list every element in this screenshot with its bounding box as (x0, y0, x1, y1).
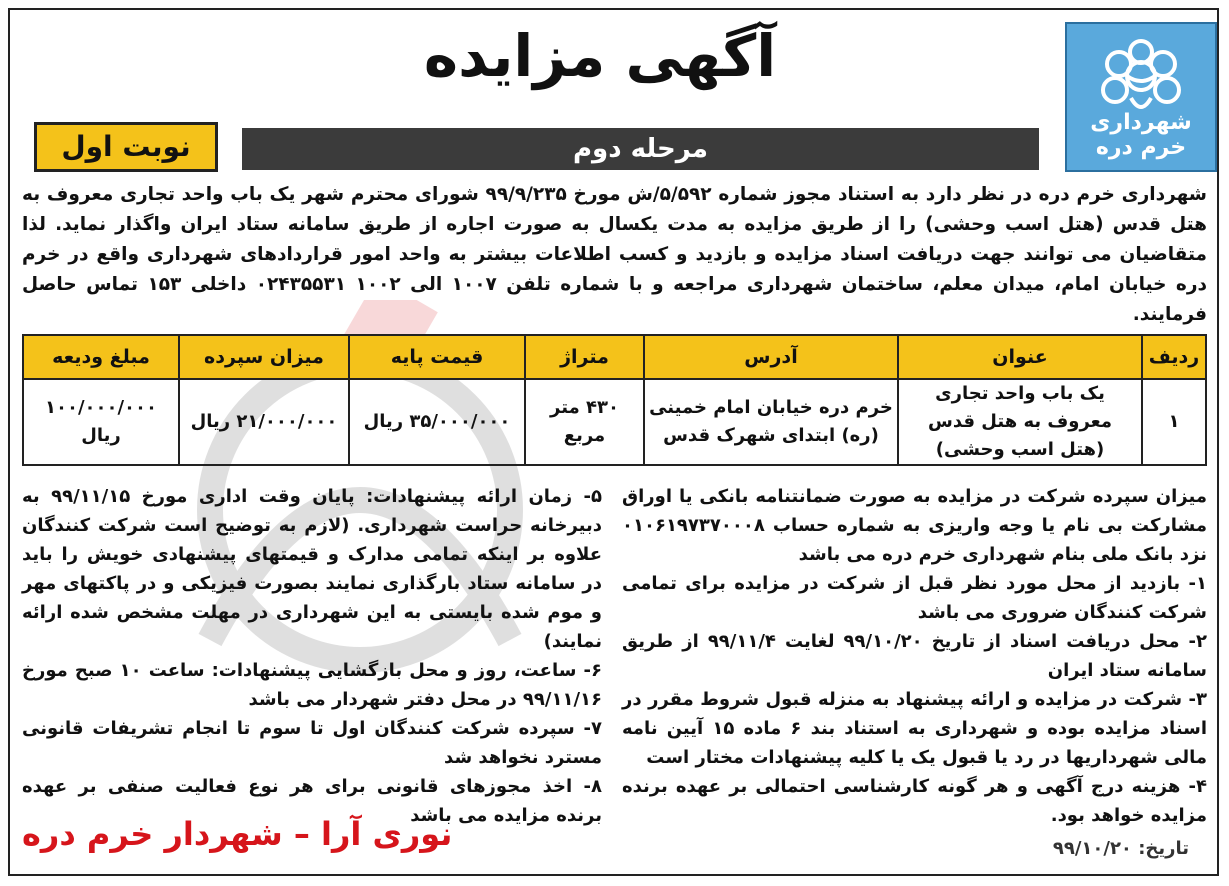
mayor-signature: نوری آرا – شهردار خرم دره (22, 815, 453, 853)
notice-date: تاریخ: ۹۹/۱۰/۲۰ (1052, 838, 1189, 859)
col-deposit-header: میزان سپرده (179, 335, 349, 379)
condition-item: ۲- محل دریافت اسناد از تاریخ ۹۹/۱۰/۲۰ لغایت ۹۹/۱۱/۴ از طریق سامانه ستاد ایران (622, 631, 1208, 681)
stage-label: مرحله دوم (242, 128, 1039, 170)
intro-paragraph: شهرداری خرم دره در نظر دارد به استناد مجوز شماره ۵/۵۹۲/ش مورخ ۹۹/۹/۲۳۵ شورای محترم شهر یک باب واحد تجاری معروف به هتل قدس (هتل اسب وحشی) را از طریق مزایده به مدت یکسال به صورت اجاره از طریق سامانه ستاد ایران واگذار نماید. لذا متقاضیان می توانند جهت دریافت اسناد مزایده و بازدید و کسب اطلاعات بیشتر به واحد امور قراردادهای شهرداری واقع در خرم دره خیابان امام، میدان معلم، ساختمان شهرداری مراجعه و با شماره تلفن ۱۰۰۷ الی ۱۰۰۲ ۰۲۴۳۵۵۳۱ داخلی ۱۵۳ تماس حاصل فرمایند. (22, 184, 1207, 325)
col-title-header: عنوان (898, 335, 1142, 379)
table-header-row (23, 335, 1206, 379)
conditions-right-column (622, 482, 1207, 830)
row-address: خرم دره خیابان امام خمینی (ره) ابتدای شهرک قدس (644, 379, 898, 465)
condition-item: ۵- زمان ارائه پیشنهادات: پایان وقت اداری مورخ ۹۹/۱۱/۱۵ به دبیرخانه حراست شهرداری. (لازم به توضیح است شرکت کنندگان علاوه بر اینکه تمامی مدارک و قیمتهای پیشنهادی خویش را باید در سامانه ستاد بارگذاری نمایند بصورت فیزیکی و در پاکتهای مهر و موم شده بایستی به این شهرداری در مهلت مشخص شده ارائه نمایند) (22, 486, 602, 652)
table-row (23, 379, 1206, 465)
municipality-logo (1065, 22, 1217, 172)
row-guarantee: ۱۰۰/۰۰۰/۰۰۰ ریال (23, 379, 179, 465)
col-address-header: آدرس (644, 335, 898, 379)
col-area-header: متراژ (525, 335, 644, 379)
row-base-price: ۳۵/۰۰۰/۰۰۰ ریال (349, 379, 525, 465)
col-guarantee-header: مبلغ ودیعه (23, 335, 179, 379)
condition-item: ۴- هزینه درج آگهی و هر گونه کارشناسی احتمالی بر عهده برنده مزایده خواهد بود. (622, 776, 1207, 826)
col-base-price-header: قیمت پایه (349, 335, 525, 379)
condition-item: ۷- سپرده شرکت کنندگان اول تا سوم تا انجام تشریفات قانونی مسترد نخواهد شد (22, 718, 602, 768)
logo-caption: شهرداری خرم دره (1090, 110, 1192, 160)
conditions-left-column (22, 482, 602, 830)
condition-item: ۸- اخذ مجوزهای قانونی برای هر نوع فعالیت صنفی بر عهده برنده مزایده می باشد (22, 776, 602, 826)
page-title: آگهی مزایده (423, 22, 777, 90)
condition-item: ۱- بازدید از محل مورد نظر قبل از شرکت در مزایده برای تمامی شرکت کنندگان ضروری می باشد (622, 573, 1207, 623)
condition-item: ۶- ساعت، روز و محل بازگشایی پیشنهادات: ساعت ۱۰ صبح مورخ ۹۹/۱۱/۱۶ در محل دفتر شهردار می باشد (22, 660, 602, 710)
condition-item: ۳- شرکت در مزایده و ارائه پیشنهاد به منزله قبول شروط مقرر در اسناد مزایده بوده و شهرداری به استناد بند ۶ ماده ۱۵ آیین نامه مالی شهرداریها در رد یا قبول یک یا کلیه پیشنهادات مختار است (622, 689, 1208, 768)
col-index-header: ردیف (1142, 335, 1206, 379)
row-area: ۴۳۰ متر مربع (525, 379, 644, 465)
row-title: یک باب واحد تجاری معروف به هتل قدس (هتل اسب وحشی) (898, 379, 1142, 465)
turn-badge: نوبت اول (34, 122, 218, 172)
row-index: ۱ (1142, 379, 1206, 465)
row-deposit: ۲۱/۰۰۰/۰۰۰ ریال (179, 379, 349, 465)
condition-item: میزان سپرده شرکت در مزایده به صورت ضمانتنامه بانکی یا اوراق مشارکت بی نام یا وجه واریزی به شماره حساب ۰۱۰۶۱۹۷۳۷۰۰۰۸ نزد بانک ملی بنام شهرداری خرم دره می باشد (622, 486, 1207, 565)
auction-table (22, 334, 1207, 466)
